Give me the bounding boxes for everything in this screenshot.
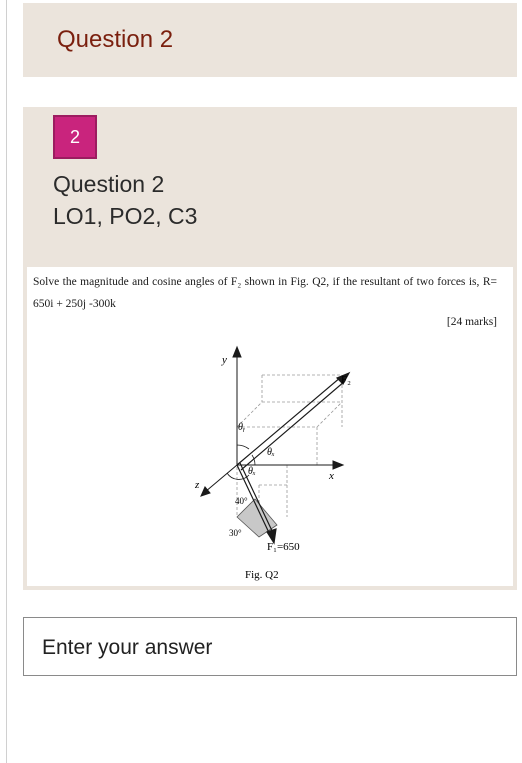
question-content-panel <box>23 263 517 590</box>
f2-label: F₂ <box>341 374 351 386</box>
question-header <box>23 3 517 77</box>
question-number-badge: 2 <box>53 115 97 159</box>
answer-input[interactable] <box>23 617 517 676</box>
z-axis-label: z <box>195 479 200 491</box>
question-title: Question 2 <box>53 171 165 197</box>
theta-x-label: θₓ <box>267 447 275 458</box>
angle-30-label: 30° <box>229 528 242 538</box>
axes <box>201 347 343 496</box>
force-diagram <box>27 267 513 586</box>
marks-label: [24 marks] <box>446 316 497 328</box>
f2-vector <box>237 373 349 470</box>
theta-z-label: θₓ <box>248 466 256 477</box>
left-border-rule <box>6 0 7 763</box>
figure-caption: Fig. Q2 <box>245 569 279 581</box>
header-title: Question 2 <box>57 26 174 53</box>
theta-y-label: θᵧ <box>238 422 246 433</box>
angle-40-label: 40° <box>235 496 248 506</box>
question-outcomes: LO1, PO2, C3 <box>53 203 198 229</box>
y-axis-label: y <box>222 354 227 366</box>
problem-sheet <box>27 267 513 586</box>
answer-placeholder: Enter your answer <box>42 636 213 659</box>
f1-label: F₁=650 <box>267 541 300 553</box>
question-info-panel <box>23 107 517 263</box>
problem-statement: Solve the magnitude and cosine angles of F₂ shown in Fig. Q2, if the resultant of two forces is, R= 650i + 250j -300k <box>33 276 497 310</box>
x-axis-label: x <box>329 470 334 482</box>
